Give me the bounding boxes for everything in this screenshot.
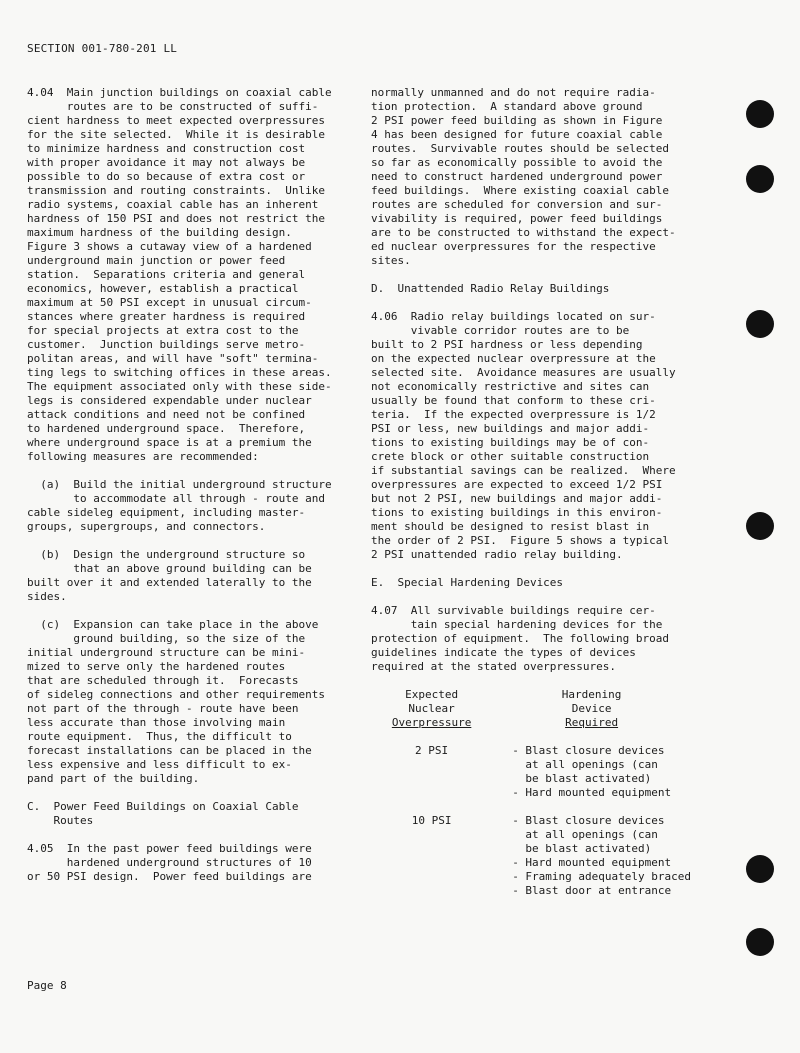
text-line: ground building, so the size of the xyxy=(27,632,306,645)
text-line: 4.07 All survivable buildings require cer- xyxy=(371,604,656,617)
page-number: Page 8 xyxy=(27,979,67,992)
right-text-column xyxy=(371,86,691,898)
text-line: to hardened underground space. Therefore, xyxy=(27,422,306,435)
text-line: routes are to be constructed of suffi- xyxy=(27,100,319,113)
text-line: (c) Expansion can take place in the above xyxy=(27,618,319,631)
text-line: underground main junction or power feed xyxy=(27,254,286,267)
hardening-table xyxy=(371,688,691,898)
text-line: normally unmanned and do not require radia- xyxy=(371,86,656,99)
text-line: following measures are recommended: xyxy=(27,450,259,463)
text-line: radio systems, coaxial cable has an inherent xyxy=(27,198,319,211)
text-line: but not 2 PSI, new buildings and major addi- xyxy=(371,492,663,505)
table-header-device: Hardening Device Required xyxy=(561,688,622,729)
text-line: C. Power Feed Buildings on Coaxial Cable xyxy=(27,800,299,813)
text-line: vivability is required, power feed buildings xyxy=(371,212,663,225)
text-line: groups, supergroups, and connectors. xyxy=(27,520,266,533)
text-line: hardness of 150 PSI and does not restrict the xyxy=(27,212,326,225)
text-line: where underground space is at a premium the xyxy=(27,436,312,449)
text-line: cient hardness to meet expected overpressures xyxy=(27,114,326,127)
paragraph xyxy=(371,576,691,590)
text-line: tions to existing buildings in this environ- xyxy=(371,506,663,519)
paragraph xyxy=(27,548,347,604)
text-line: less expensive and less difficult to ex- xyxy=(27,758,292,771)
text-line: need to construct hardened underground power xyxy=(371,170,663,183)
binder-hole xyxy=(746,855,774,883)
text-line: sides. xyxy=(27,590,67,603)
text-line: route equipment. Thus, the difficult to xyxy=(27,730,292,743)
text-line: E. Special Hardening Devices xyxy=(371,576,564,589)
text-line: cable sideleg equipment, including master- xyxy=(27,506,306,519)
text-line: with proper avoidance it may not always be xyxy=(27,156,306,169)
paragraph xyxy=(371,310,691,562)
text-line: transmission and routing constraints. Unlike xyxy=(27,184,326,197)
text-line: customer. Junction buildings serve metro- xyxy=(27,338,306,351)
text-line: to minimize hardness and construction cost xyxy=(27,142,306,155)
text-line: 4.06 Radio relay buildings located on sur- xyxy=(371,310,656,323)
right-paragraphs xyxy=(371,86,691,674)
text-line: (a) Build the initial underground structure xyxy=(27,478,332,491)
paragraph xyxy=(371,282,691,296)
binder-hole xyxy=(746,310,774,338)
table-row: 10 PSI - Blast closure devices at all openings (can be blast activated) - Hard mounted equipment - Framing adequately braced - Blast door at entrance xyxy=(411,814,691,897)
text-line: (b) Design the underground structure so xyxy=(27,548,306,561)
text-line: The equipment associated only with these side- xyxy=(27,380,332,393)
paragraph xyxy=(27,800,347,828)
text-line: attack conditions and need not be confined xyxy=(27,408,306,421)
text-line: so far as economically possible to avoid the xyxy=(371,156,663,169)
text-line: 4.04 Main junction buildings on coaxial cable xyxy=(27,86,332,99)
text-line: station. Separations criteria and general xyxy=(27,268,306,281)
text-line: Figure 3 shows a cutaway view of a hardened xyxy=(27,240,312,253)
text-line: economics, however, establish a practical xyxy=(27,282,299,295)
text-line: tions to existing buildings may be of con- xyxy=(371,436,650,449)
paragraph xyxy=(371,86,691,268)
text-line: that are scheduled through it. Forecasts xyxy=(27,674,299,687)
text-line: crete block or other suitable construction xyxy=(371,450,650,463)
text-line: the order of 2 PSI. Figure 5 shows a typical xyxy=(371,534,670,547)
paragraph xyxy=(27,842,347,884)
text-line: politan areas, and will have "soft" termina- xyxy=(27,352,319,365)
text-line: legs is considered expendable under nuclear xyxy=(27,394,312,407)
text-line: protection of equipment. The following broad xyxy=(371,632,670,645)
table-row: 2 PSI - Blast closure devices at all openings (can be blast activated) - Hard mounted equipment xyxy=(415,744,672,799)
text-line: mized to serve only the hardened routes xyxy=(27,660,286,673)
text-line: if substantial savings can be realized. Where xyxy=(371,464,676,477)
text-line: 4.05 In the past power feed buildings were xyxy=(27,842,312,855)
text-line: teria. If the expected overpressure is 1/2 xyxy=(371,408,656,421)
text-line: 4 has been designed for future coaxial cable xyxy=(371,128,663,141)
text-line: pand part of the building. xyxy=(27,772,200,785)
text-line: stances where greater hardness is required xyxy=(27,310,306,323)
text-line: Routes xyxy=(27,814,94,827)
text-line: required at the stated overpressures. xyxy=(371,660,617,673)
text-line: built to 2 PSI hardness or less depending xyxy=(371,338,643,351)
text-line: usually be found that conform to these cri- xyxy=(371,394,656,407)
text-line: D. Unattended Radio Relay Buildings xyxy=(371,282,610,295)
text-line: ed nuclear overpressures for the respective xyxy=(371,240,656,253)
text-line: built over it and extended laterally to the xyxy=(27,576,312,589)
text-line: forecast installations can be placed in the xyxy=(27,744,312,757)
text-line: for the site selected. While it is desirable xyxy=(27,128,326,141)
paragraph xyxy=(27,86,347,464)
text-line: guidelines indicate the types of devices xyxy=(371,646,636,659)
binder-hole xyxy=(746,928,774,956)
page-header: SECTION 001-780-201 LL xyxy=(27,42,178,55)
table-header-overpressure: Expected Nuclear Overpressure xyxy=(391,688,472,729)
text-line: not part of the through - route have been xyxy=(27,702,299,715)
text-line: routes are scheduled for conversion and sur- xyxy=(371,198,663,211)
text-line: overpressures are expected to exceed 1/2 PSI xyxy=(371,478,663,491)
text-line: or 50 PSI design. Power feed buildings are xyxy=(27,870,312,883)
text-line: 2 PSI power feed building as shown in Figure xyxy=(371,114,663,127)
text-line: tion protection. A standard above ground xyxy=(371,100,643,113)
text-line: maximum hardness of the building design. xyxy=(27,226,292,239)
text-line: not economically restrictive and sites can xyxy=(371,380,650,393)
text-line: possible to do so because of extra cost or xyxy=(27,170,306,183)
text-line: feed buildings. Where existing coaxial cable xyxy=(371,184,670,197)
text-line: ting legs to switching offices in these areas. xyxy=(27,366,332,379)
text-line: tain special hardening devices for the xyxy=(371,618,663,631)
binder-hole xyxy=(746,512,774,540)
text-line: less accurate than those involving main xyxy=(27,716,286,729)
text-line: of sideleg connections and other requirements xyxy=(27,688,326,701)
text-line: 2 PSI unattended radio relay building. xyxy=(371,548,623,561)
text-line: maximum at 50 PSI except in unusual circum- xyxy=(27,296,312,309)
text-line: routes. Survivable routes should be selected xyxy=(371,142,670,155)
paragraph xyxy=(27,618,347,786)
text-line: ment should be designed to resist blast in xyxy=(371,520,650,533)
text-line: on the expected nuclear overpressure at the xyxy=(371,352,656,365)
text-line: sites. xyxy=(371,254,411,267)
binder-hole xyxy=(746,100,774,128)
paragraph xyxy=(27,478,347,534)
text-line: PSI or less, new buildings and major addi- xyxy=(371,422,650,435)
left-text-column xyxy=(27,86,347,898)
text-line: hardened underground structures of 10 xyxy=(27,856,312,869)
text-line: vivable corridor routes are to be xyxy=(371,324,630,337)
paragraph xyxy=(371,604,691,674)
text-line: for special projects at extra cost to the xyxy=(27,324,299,337)
text-line: to accommodate all through - route and xyxy=(27,492,326,505)
binder-hole xyxy=(746,165,774,193)
text-line: are to be constructed to withstand the expect- xyxy=(371,226,676,239)
text-line: that an above ground building can be xyxy=(27,562,312,575)
text-line: initial underground structure can be mini- xyxy=(27,646,306,659)
text-line: selected site. Avoidance measures are usually xyxy=(371,366,676,379)
